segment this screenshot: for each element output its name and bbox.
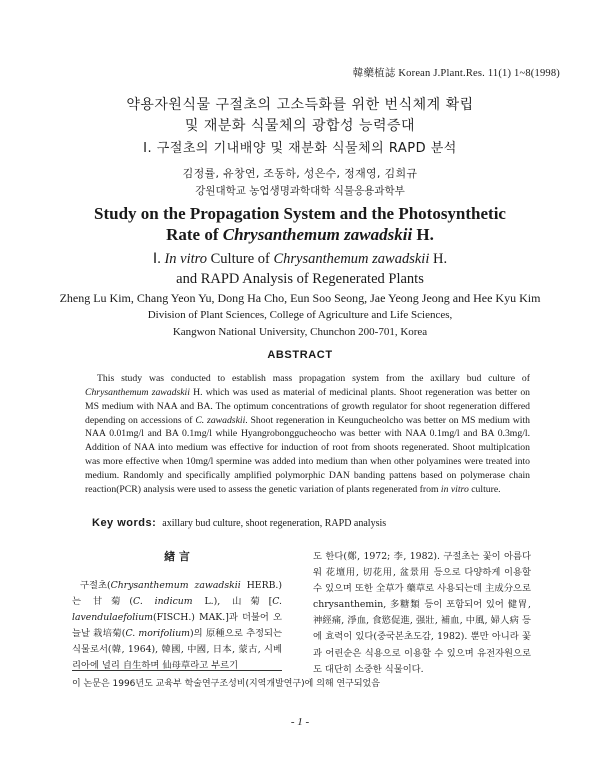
abstract-in-vitro: in vitro xyxy=(440,483,469,495)
subtitle-in-vitro: In vitro xyxy=(164,251,208,267)
abstract-text-4: culture. xyxy=(468,483,501,495)
intro-species-3: C. lavendulaefolium xyxy=(72,596,282,623)
footnote: 이 논문은 1996년도 교육부 학술연구조성비(지역개발연구)에 의해 연구되었음 xyxy=(72,679,380,689)
subtitle-mid: Culture of xyxy=(207,251,274,267)
english-university: Kangwon National University, Chunchon 200-701, Korea xyxy=(172,326,428,338)
title-suffix: H. xyxy=(412,225,434,244)
intro-text-2: HERB.)는 甘菊( xyxy=(72,580,282,607)
intro-species-1: Chrysanthemum zawadskii xyxy=(110,580,241,591)
korean-authors: 김정률, 유창연, 조동하, 성은수, 정재영, 김희규 xyxy=(182,167,418,180)
keywords-text: axillary bud culture, shoot regeneration, RAPD analysis xyxy=(162,518,387,529)
introduction-paragraph xyxy=(72,578,282,674)
intro-text-4: (FISCH.) MAK.]과 더불어 오늘날 栽培菊( xyxy=(72,612,282,639)
korean-subtitle: Ⅰ. 구절초의 기내배양 및 재분화 식물체의 RAPD 분석 xyxy=(143,141,457,156)
footnote-divider xyxy=(72,670,282,671)
english-title-line-2 xyxy=(0,225,600,245)
intro-species-2: C. indicum xyxy=(133,596,193,607)
abstract-species: Chrysanthemum zawadskii xyxy=(85,386,190,398)
intro-text-5: )의 原種으로 추정되는 식물로서(韓, 1964), 韓國, 中國, 日本, 蒙古, 시베리아에 널리 自生하며 仙母草라고 부르기 xyxy=(72,628,282,671)
english-subtitle-line-1 xyxy=(0,251,600,268)
title-prefix: Rate of xyxy=(166,225,223,244)
page-number: - 1 - xyxy=(290,716,310,728)
introduction-left-column xyxy=(72,548,282,674)
english-authors: Zheng Lu Kim, Chang Yeon Yu, Dong Ha Cho, Eun Soo Seong, Jae Yeong Jeong and Hee Kyu Kim xyxy=(59,291,541,305)
korean-title-line-1: 약용자원식물 구절초의 고소득화를 위한 번식체계 확립 xyxy=(126,97,474,113)
journal-reference: 韓藥植誌 Korean J.Plant.Res. 11(1) 1~8(1998) xyxy=(352,68,560,79)
english-subtitle-line-2: and RAPD Analysis of Regenerated Plants xyxy=(176,271,424,287)
abstract-species-abbrev: C. zawadskii xyxy=(195,414,246,426)
subtitle-numeral: Ⅰ. xyxy=(152,251,165,267)
intro-text-3: L.), 山菊[ xyxy=(192,596,273,607)
korean-title-line-2: 및 재분화 식물체의 광합성 능력증대 xyxy=(184,118,416,134)
introduction-heading: 緖 言 xyxy=(164,550,190,563)
english-title-line-1: Study on the Propagation System and the Photosynthetic xyxy=(94,204,506,223)
abstract-body xyxy=(85,372,530,497)
introduction-right-column: 도 한다(鄭, 1972; 李, 1982). 구절초는 꽃이 아름다워 花壇用, 切花用, 盆景用 등으로 다양하게 이용할 수 있으며 또한 全草가 藥草로 사용되는데 主成分으로 chrysanthemin, 多糖類 등이 포함되어 있어 健胃, 神經痛, 淨血, 食慾促進, 强壯, 補血, 中風, 婦人病 등에 효력이 있다(중국본초도감, 1982). 뿐만 아니라 꽃과 어린순은 식용으로 이용할 수 있으며 유전자원으로도 대단히 소중한 식물이다. xyxy=(313,551,531,675)
abstract-heading: ABSTRACT xyxy=(267,349,333,361)
abstract-text-3: . Shoot regeneration in Keungucheolcho was better on MS medium with NAA 0.01mg/l and BA 0.1mg/l while Hyangrobonggucheocho was better with NAA 0.1mg/l and BA 0.3mg/l. Addition of NAA into medium was effective for induction of root from shoots regenerated. Shoot multiplcation was more effective when 10mg/l spermine was added into medium than when other polyamines were treated into medium. Randomly and specifically amplified polymorphic DAN banding pattens based on polymerase chain reaction(PCR) analysis were used to assess the genetic variation of plants regenerated from xyxy=(85,414,530,495)
subtitle-suffix: H. xyxy=(429,251,448,267)
keywords xyxy=(92,517,386,529)
title-species: Chrysanthemum zawadskii xyxy=(222,225,413,244)
korean-affiliation: 강원대학교 농업생명과학대학 식물응용과학부 xyxy=(195,185,405,197)
keywords-label: Key words: xyxy=(92,517,157,529)
intro-species-4: C. morifolium xyxy=(125,628,190,639)
abstract-text-2: H. which was used as material of medicinal plants. Shoot regeneration was better on MS medium with NAA and BA. The optimum concentrations of growth regulator for shoot regeneration differed depending on accessions of xyxy=(85,386,531,426)
subtitle-species: Chrysanthemum zawadskii xyxy=(273,251,430,267)
abstract-text-1: This study was conducted to establish mass propagation system from the axillary bud culture of xyxy=(97,373,530,384)
english-department: Division of Plant Sciences, College of Agriculture and Life Sciences, xyxy=(147,309,453,321)
intro-text-1: 구절초( xyxy=(80,580,111,591)
